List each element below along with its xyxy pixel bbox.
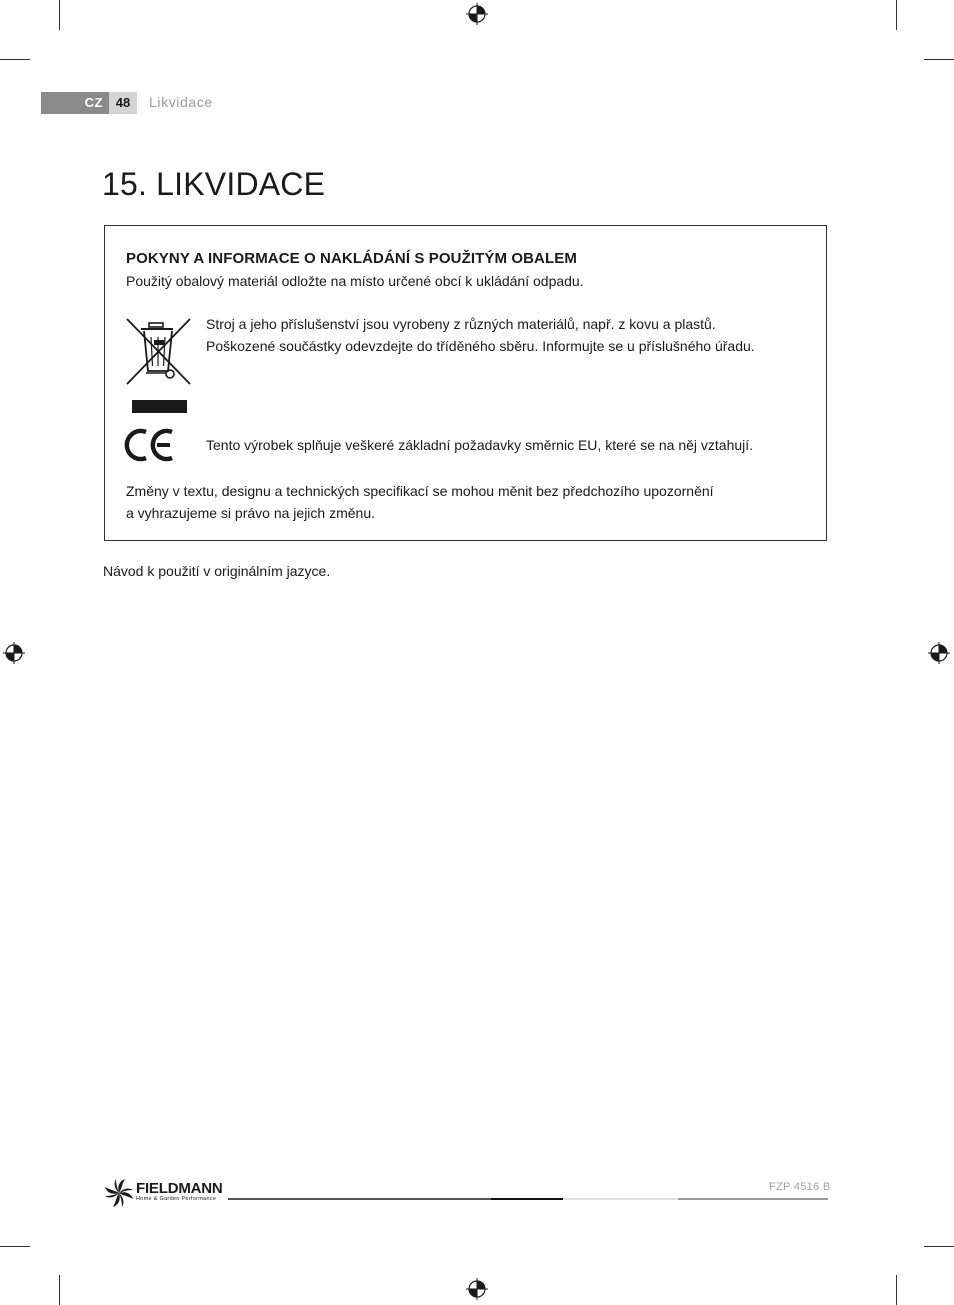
crossed-out-wheelie-bin-icon [124,316,194,388]
weee-text-line-2: Poškozené součástky odevzdejte do tříděného sběru. Informujte se u příslušného úřadu. [206,338,755,354]
weee-text-line-1: Stroj a jeho příslušenství jsou vyrobeny z různých materiálů, např. z kovu a plastů. [206,316,716,332]
crop-mark [59,1275,60,1305]
registration-mark-icon [466,3,488,25]
crop-mark [0,1246,30,1247]
footer-rule-grey [678,1198,828,1200]
header-page-number: 48 [115,95,131,110]
box-intro-text: Použitý obalový materiál odložte na místo určené obcí k ukládání odpadu. [126,273,584,289]
footer-brand-tagline: Home & Garden Performance [136,1196,217,1202]
ce-mark-icon [124,427,176,463]
footer-brand-name: FIELDMANN [136,1180,223,1197]
changes-text-line-1: Změny v textu, designu a technických specifikací se mohou měnit bez předchozího upozornění [126,483,714,499]
header-section-title: Likvidace [149,94,213,110]
weee-marking-bar [132,400,187,413]
registration-mark-icon [466,1278,488,1300]
ce-compliance-text: Tento výrobek splňuje veškeré základní požadavky směrnic EU, které se na něj vztahují. [206,437,754,453]
fieldmann-fan-logo-icon [103,1177,135,1209]
page-title: 15. LIKVIDACE [102,166,326,202]
footer-model-number: FZP 4516 B [769,1181,831,1193]
box-heading: POKYNY A INFORMACE O NAKLÁDÁNÍ S POUŽITÝM OBALEM [126,250,577,267]
crop-mark [924,1246,954,1247]
original-language-note: Návod k použití v originálním jazyce. [103,563,331,579]
footer-rule-light [563,1198,678,1200]
footer-rule-black [491,1198,563,1200]
crop-mark [0,59,30,60]
registration-mark-icon [928,642,950,664]
crop-mark [59,0,60,30]
changes-text-line-2: a vyhrazujeme si právo na jejich změnu. [126,505,376,521]
footer-rule-dark [228,1198,491,1200]
header-language: CZ [84,95,103,110]
crop-mark [896,1275,897,1305]
registration-mark-icon [3,642,25,664]
crop-mark [896,0,897,30]
crop-mark [924,59,954,60]
